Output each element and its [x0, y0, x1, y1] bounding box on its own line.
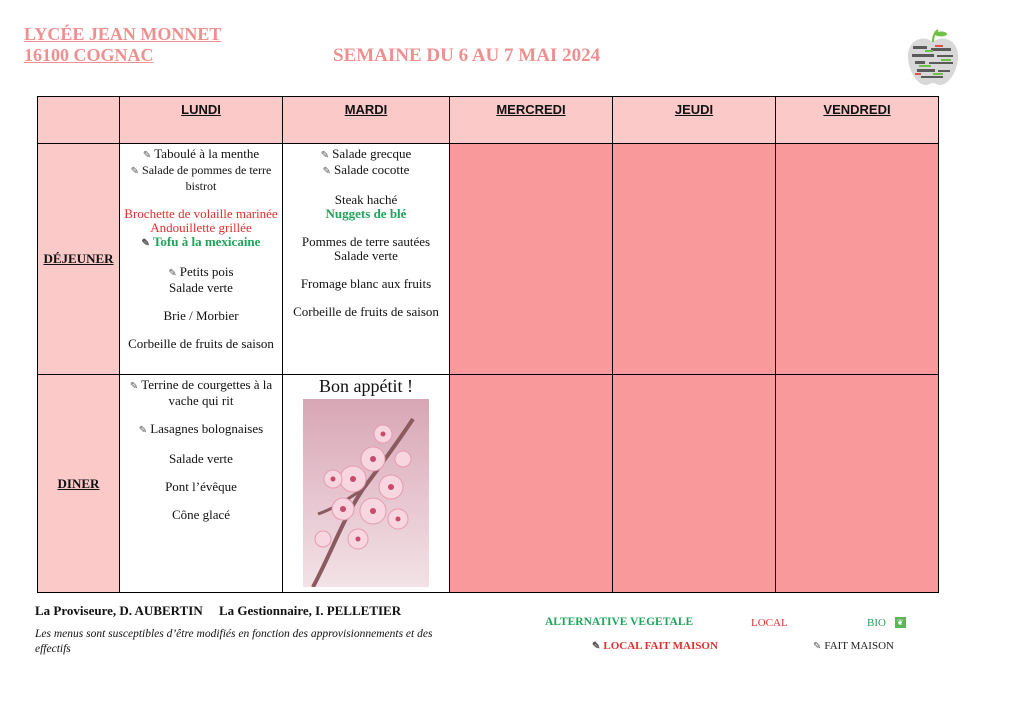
dish: Salade verte — [169, 451, 233, 466]
chef-hat-icon: ✎ — [129, 381, 139, 392]
diner-vendredi — [776, 375, 939, 593]
week-title: SEMAINE DU 6 AU 7 MAI 2024 — [333, 45, 601, 66]
apple-logo — [905, 28, 961, 88]
chef-hat-icon: ✎ — [320, 150, 330, 161]
dish: Fromage blanc aux fruits — [300, 276, 432, 291]
dish: Brie / Morbier — [163, 308, 239, 323]
legend-local: LOCAL — [751, 617, 788, 629]
diner-mercredi — [450, 375, 613, 593]
school-line-1: LYCÉE JEAN MONNET — [24, 24, 222, 44]
legend-fait-maison-label: FAIT MAISON — [824, 640, 894, 652]
dish: Taboulé à la menthe — [154, 146, 260, 161]
dish: Cône glacé — [171, 507, 231, 522]
dish: Lasagnes bolognaises — [150, 421, 264, 436]
legend-bio — [867, 617, 906, 629]
dish: Pommes de terre sautées — [301, 234, 431, 249]
dejeuner-mardi — [283, 144, 450, 375]
chef-hat-icon: ✎ — [813, 641, 822, 652]
chef-hat-icon: ✎ — [592, 641, 601, 652]
dish: Salade grecque — [332, 146, 412, 161]
dejeuner-lundi — [120, 144, 283, 375]
cherry-blossom-image — [303, 399, 429, 587]
school-name — [24, 24, 221, 66]
dish: Petits pois — [179, 264, 234, 279]
school-line-2: 16100 COGNAC — [24, 45, 154, 65]
legend-fait-maison — [813, 640, 894, 652]
dish: Salade verte — [334, 248, 398, 263]
dish: Corbeille de fruits de saison — [293, 304, 439, 319]
chef-hat-icon: ✎ — [168, 268, 177, 279]
dish-local: Brochette de volaille marinée — [124, 206, 278, 221]
chef-hat-icon: ✎ — [130, 166, 140, 177]
chef-hat-icon: ✎ — [141, 238, 150, 249]
dish-local: Andouillette grillée — [150, 220, 252, 235]
legend-local-fait-maison-label: LOCAL FAIT MAISON — [603, 640, 718, 652]
dish: Salade de pommes de terre bistrot — [142, 163, 272, 193]
diner-lundi — [120, 375, 283, 593]
chef-hat-icon: ✎ — [322, 166, 331, 177]
bio-leaf-icon: ❦ — [895, 617, 906, 628]
day-header-lundi: LUNDI — [120, 97, 283, 144]
dish: Steak haché — [334, 192, 398, 207]
signatures: La Proviseure, D. AUBERTIN La Gestionnaire, I. PELLETIER — [35, 603, 402, 618]
dish: Salade cocotte — [333, 162, 410, 177]
dish: Salade verte — [169, 280, 233, 295]
dejeuner-jeudi — [613, 144, 776, 375]
chef-hat-icon: ✎ — [138, 425, 148, 436]
dish: Corbeille de fruits de saison — [128, 336, 274, 351]
diner-mardi — [283, 375, 450, 593]
dejeuner-vendredi — [776, 144, 939, 375]
day-header-jeudi: JEUDI — [613, 97, 776, 144]
legend-local-fait-maison — [592, 640, 718, 652]
chef-hat-icon: ✎ — [142, 150, 152, 161]
disclaimer-note: Les menus sont susceptibles d’être modifiés en fonction des approvisionnements et des effectifs — [35, 628, 433, 655]
menu-table — [37, 96, 939, 593]
bon-appetit-message: Bon appétit ! — [319, 376, 413, 396]
dish: Terrine de courgettes à la vache qui rit — [141, 377, 273, 408]
day-header-mercredi: MERCREDI — [450, 97, 613, 144]
legend-bio-label: BIO — [867, 617, 886, 629]
day-header-vendredi: VENDREDI — [776, 97, 939, 144]
dish-vegetale: Tofu à la mexicaine — [152, 234, 261, 249]
legend-vegetale: ALTERNATIVE VEGETALE — [545, 616, 694, 628]
dish-vegetale: Nuggets de blé — [325, 206, 407, 221]
day-header-mardi: MARDI — [283, 97, 450, 144]
corner-cell — [38, 97, 120, 144]
dish: Pont l’évêque — [165, 479, 237, 494]
diner-jeudi — [613, 375, 776, 593]
row-label-dejeuner: DÉJEUNER — [38, 144, 120, 375]
row-label-diner: DINER — [38, 375, 120, 593]
dejeuner-mercredi — [450, 144, 613, 375]
